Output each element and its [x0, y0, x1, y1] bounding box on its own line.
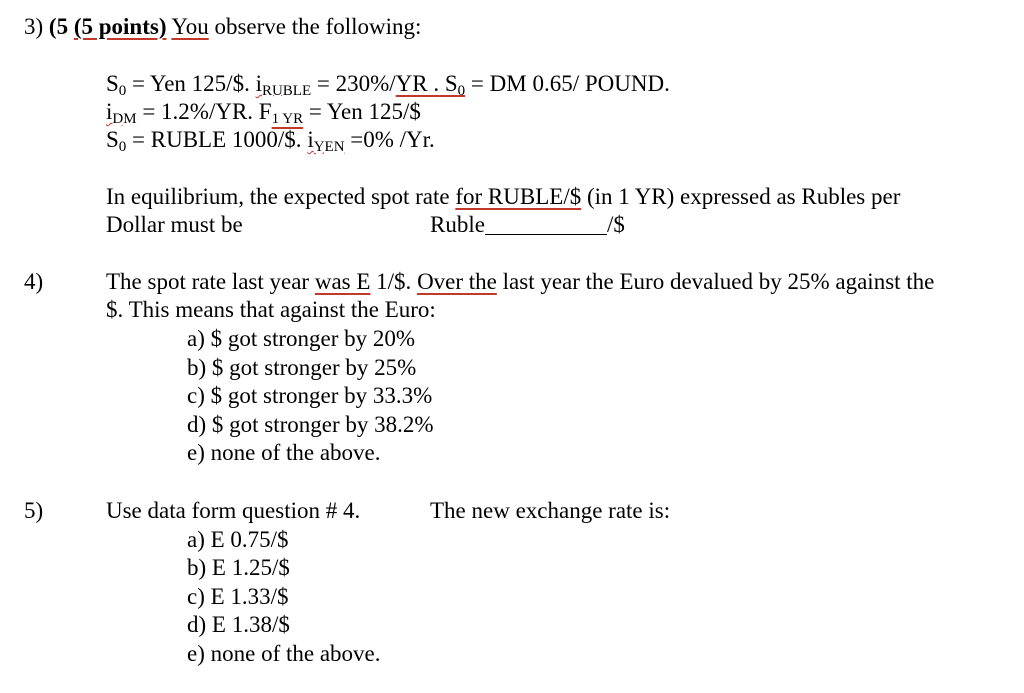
q4-text-line2: $. This means that against the Euro:	[106, 297, 436, 322]
q4-number: 4)	[24, 269, 44, 294]
q3-line3	[106, 126, 435, 161]
for-ruble-underlined: for RUBLE/$	[455, 184, 582, 209]
q5-option[interactable]: a) E 0.75/$	[187, 527, 289, 552]
ruble-interest-rate: = 230%/	[311, 71, 396, 96]
spot-subscript: 0	[118, 139, 127, 155]
ruble-spot-rate: = RUBLE 1000/$.	[126, 127, 308, 152]
spot-subscript: 0	[118, 83, 127, 99]
was-underlined: was E	[314, 269, 371, 294]
q5-number: 5)	[24, 498, 44, 523]
interest-yen: $i_{YEN}$	[307, 127, 345, 155]
spot-symbol: S	[106, 127, 119, 152]
interest-dm: $i_{DM}$	[106, 99, 137, 127]
q4-option[interactable]: d) $ got stronger by 38.2%	[187, 412, 434, 437]
q5-option[interactable]: d) E 1.38/$	[187, 612, 290, 637]
yen-interest-rate: =0% /Yr.	[344, 127, 435, 152]
ruble-label: Ruble	[430, 212, 485, 237]
answer-blank[interactable]	[485, 214, 607, 235]
q5-option[interactable]: e) none of the above.	[187, 641, 381, 666]
forward-rate: = Yen 125/$	[303, 99, 421, 124]
q3-heading	[24, 13, 421, 41]
q3-intro-you: You	[171, 14, 209, 39]
interest-ruble: $i_{RUBLE}$	[255, 71, 312, 99]
q4-text-line1: The spot rate last year was E 1/$. Over the last year the Euro devalued by 25% against the	[106, 269, 935, 294]
dm-spot-symbol: $S_0$	[439, 71, 466, 99]
q3-answer-area	[430, 211, 625, 239]
q4-option[interactable]: e) none of the above.	[187, 440, 381, 465]
unit-label: /$	[606, 212, 625, 237]
over-underlined: Over the	[417, 269, 497, 294]
q5-new-rate-label: The new exchange rate is:	[430, 498, 671, 523]
forward-subscript: 1 YR	[271, 111, 304, 127]
yr-underlined: YR .	[395, 71, 440, 96]
yen-spot-rate: = Yen 125/$.	[126, 71, 256, 96]
dm-interest-rate: = 1.2%/YR. F	[136, 99, 272, 124]
q4-option[interactable]: c) $ got stronger by 33.3%	[187, 383, 433, 408]
q3-equilibrium-line1: In equilibrium, the expected spot rate for RUBLE/$ (in 1 YR) expressed as Rubles per	[106, 184, 901, 209]
dm-spot-rate: = DM 0.65/ POUND.	[465, 71, 670, 96]
q5-option[interactable]: c) E 1.33/$	[187, 584, 289, 609]
q3-equilibrium-line2: Dollar must be	[106, 212, 243, 237]
q3-points-open: (5	[48, 14, 74, 39]
q3-number: 3)	[24, 14, 44, 39]
q4-option[interactable]: a) $ got stronger by 20%	[187, 326, 416, 351]
q4-option[interactable]: b) $ got stronger by 25%	[187, 355, 417, 380]
spot-symbol: S	[106, 71, 119, 96]
q3-points: (5 points)	[73, 14, 167, 39]
q5-option[interactable]: b) E 1.25/$	[187, 555, 290, 580]
q5-text: Use data form question # 4.	[106, 498, 361, 523]
q3-intro-rest: observe the following:	[208, 14, 422, 39]
